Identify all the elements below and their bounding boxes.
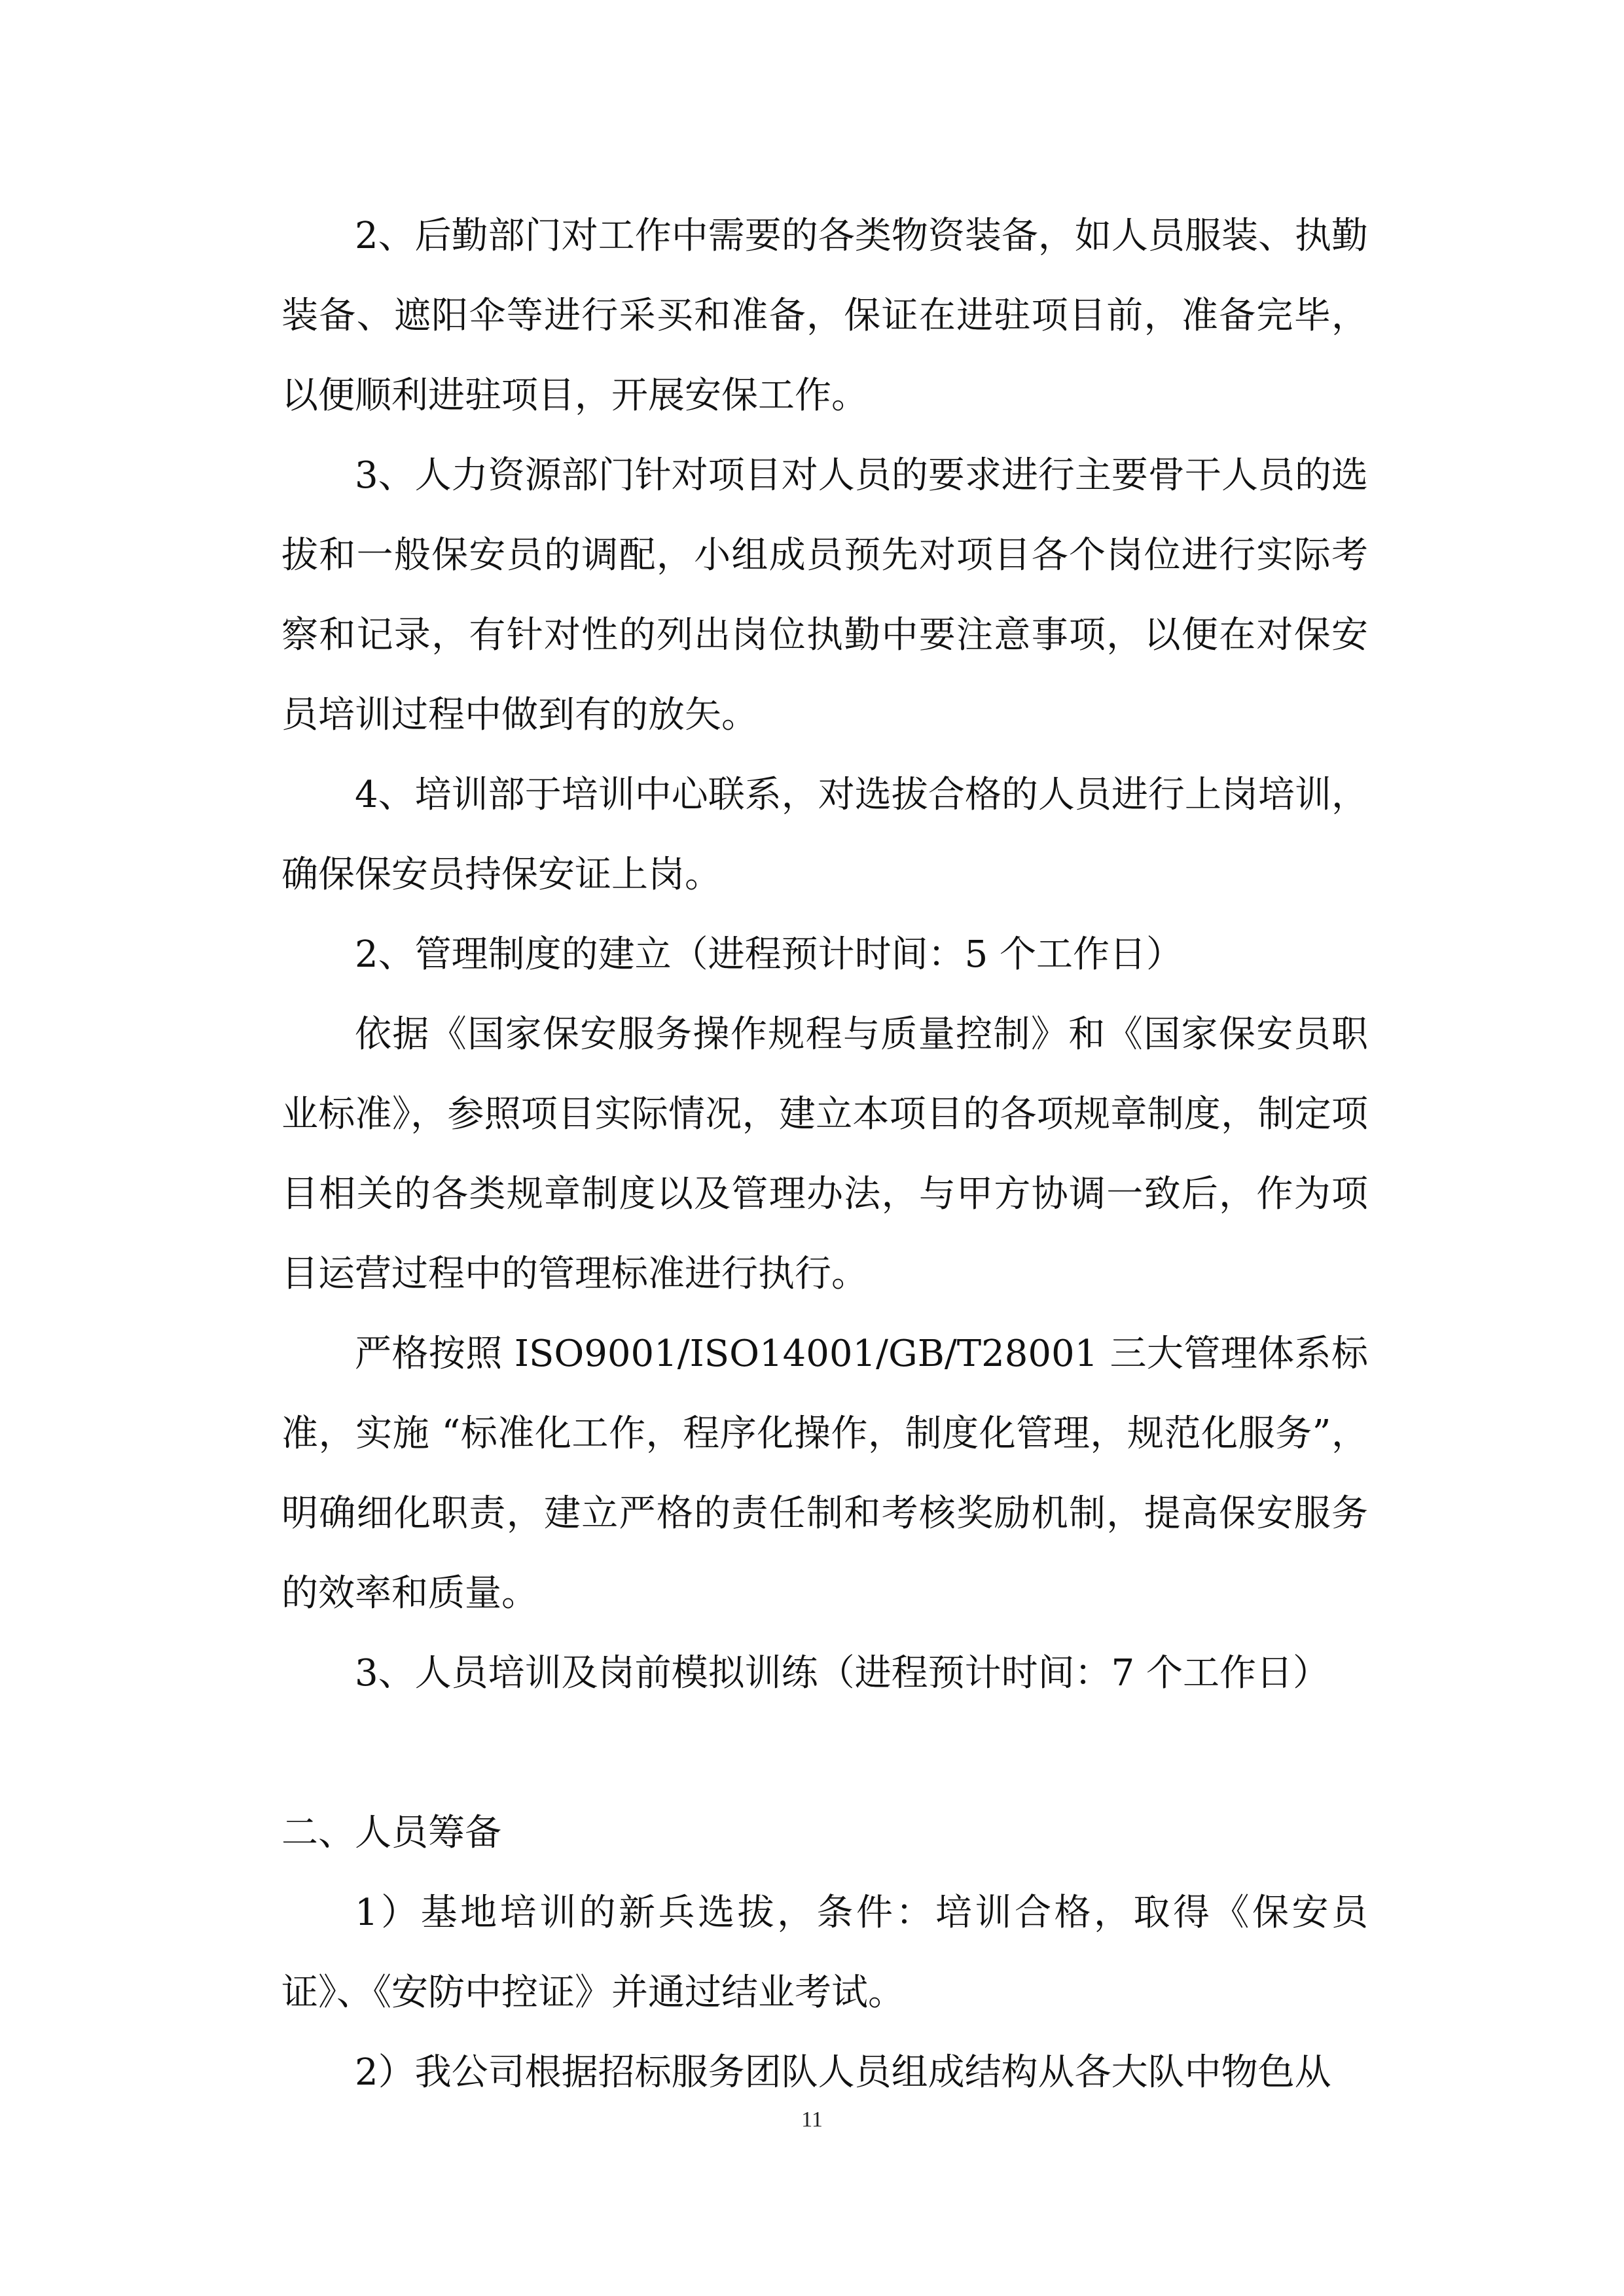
document-body (281, 196, 1368, 2113)
subheading-management-system: 2、管理制度的建立（进程预计时间：5 个工作日） (355, 933, 1183, 976)
paragraph-team-composition: 2）我公司根据招标服务团队人员组成结构从各大队中物色从 (355, 2051, 1331, 2094)
paragraph-logistics: 2、后勤部门对工作中需要的各类物资装备，如人员服装、执勤装备、遮阳伞等进行采买和准备，保证在进驻项目前，准备完毕，以便顺利进驻项目，开展安保工作。 (281, 215, 1368, 417)
page-number: 11 (801, 2108, 823, 2132)
section-spacer (281, 1713, 1368, 1793)
subheading-personnel-training: 3、人员培训及岗前模拟训练（进程预计时间：7 个工作日） (355, 1652, 1330, 1695)
paragraph-human-resources: 3、人力资源部门针对项目对人员的要求进行主要骨干人员的选拔和一般保安员的调配，小组成员预先对项目各个岗位进行实际考察和记录，有针对性的列出岗位执勤中要注意事项，以便在对保安员培训过程中做到有的放矢。 (281, 454, 1368, 736)
section-heading-personnel-preparation: 二、人员筹备 (281, 1812, 501, 1854)
paragraph-regulations-basis: 依据《国家保安服务操作规程与质量控制》和《国家保安员职业标准》，参照项目实际情况，建立本项目的各项规章制度，制定项目相关的各类规章制度以及管理办法，与甲方协调一致后，作为项目运营过程中的管理标准进行执行。 (281, 1013, 1368, 1295)
paragraph-recruit-selection: 1）基地培训的新兵选拔，条件：培训合格，取得《保安员证》、《安防中控证》并通过结业考试。 (281, 1892, 1368, 2014)
paragraph-iso-standards: 严格按照 ISO9001/ISO14001/GB/T28001 三大管理体系标准，实施 “标准化工作，程序化操作，制度化管理，规范化服务”，明确细化职责，建立严格的责任制和考核奖励机制，提高保安服务的效率和质量。 (281, 1333, 1368, 1615)
paragraph-training-department: 4、培训部于培训中心联系，对选拔合格的人员进行上岗培训，确保保安员持保安证上岗。 (281, 774, 1368, 896)
